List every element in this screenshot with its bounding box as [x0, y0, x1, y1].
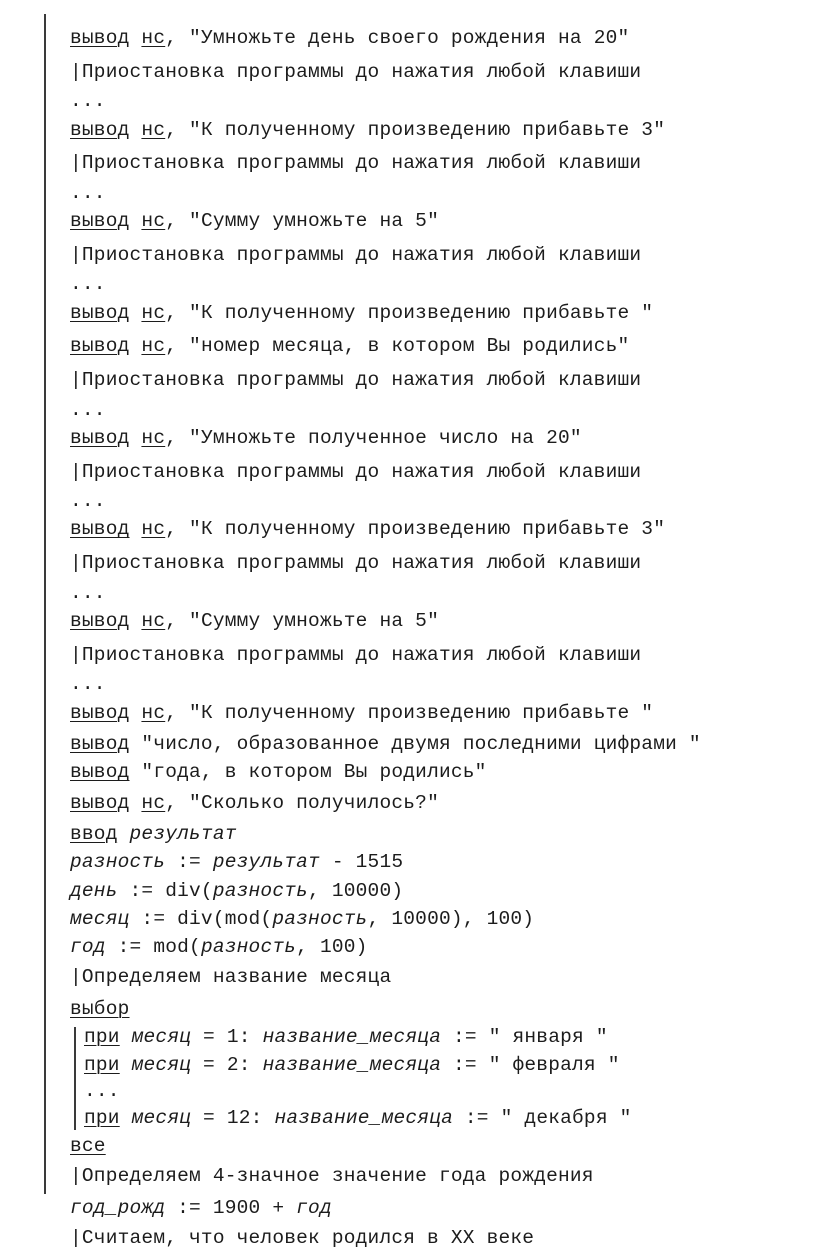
keyword: нс — [141, 210, 166, 233]
code-line — [70, 513, 810, 547]
variable: разность — [70, 851, 166, 874]
code-line — [70, 961, 810, 995]
code-text: , "Сколько получилось?" — [165, 791, 439, 814]
comment-text: |Приостановка программы до нажатия любой клавиши — [70, 60, 642, 83]
code-listing — [70, 22, 810, 1255]
margin-rule — [44, 14, 46, 1194]
ellipsis: ... — [70, 398, 106, 421]
code-line — [70, 672, 810, 696]
comment-text: |Приостановка программы до нажатия любой клавиши — [70, 152, 642, 175]
space — [120, 1107, 132, 1129]
variable: год_рожд — [70, 1196, 166, 1219]
code-text: := " января " — [441, 1025, 608, 1048]
code-text: , "Умножьте день своего рождения на 20" — [165, 27, 630, 49]
variable: результат — [212, 851, 320, 874]
code-line — [70, 56, 810, 90]
comment-text: |Считаем, что человек родился в XX веке — [70, 1226, 535, 1249]
code-text: "года, в котором Вы родились" — [129, 761, 487, 784]
code-line — [70, 730, 810, 758]
code-text: := div(mod( — [129, 907, 273, 930]
comment-text: |Приостановка программы до нажатия любой клавиши — [70, 552, 642, 575]
keyword: вывод — [70, 761, 130, 784]
keyword: нс — [141, 701, 166, 724]
code-line — [70, 1023, 810, 1051]
code-text: := mod( — [105, 935, 201, 958]
code-line — [70, 181, 810, 205]
keyword: вывод — [70, 335, 130, 358]
code-text: "число, образованное двумя последними цифрами " — [129, 733, 701, 756]
code-text: , 10000), 100) — [367, 907, 535, 930]
space — [130, 335, 142, 357]
keyword: вывод — [70, 27, 130, 49]
keyword: вывод — [70, 518, 130, 541]
variable: разность — [212, 879, 309, 902]
code-text: = 2: — [191, 1054, 263, 1077]
code-line — [70, 147, 810, 181]
keyword: нс — [141, 610, 166, 633]
code-text: , "номер месяца, в котором Вы родились" — [165, 335, 630, 358]
space — [120, 1054, 132, 1076]
variable: разность — [200, 935, 297, 958]
keyword: вывод — [70, 210, 130, 233]
space — [130, 119, 142, 141]
space — [130, 427, 142, 449]
comment-text: |Приостановка программы до нажатия любой клавиши — [70, 243, 642, 266]
variable: год — [296, 1196, 332, 1219]
code-line — [70, 1194, 810, 1222]
code-line — [70, 905, 810, 933]
space — [120, 1026, 132, 1048]
ellipsis: ... — [84, 1080, 120, 1103]
space — [130, 302, 142, 324]
code-text: , "К полученному произведению прибавьте 3" — [165, 118, 666, 141]
code-line — [70, 22, 810, 56]
variable: результат — [117, 823, 237, 846]
keyword: нс — [141, 518, 166, 541]
variable: месяц — [70, 907, 130, 930]
keyword: вывод — [70, 701, 130, 724]
code-text: = 12: — [191, 1106, 275, 1129]
code-line — [70, 489, 810, 513]
code-line — [70, 239, 810, 273]
comment-text: |Определяем 4-значное значение года рождения — [70, 1165, 594, 1188]
code-line — [70, 639, 810, 673]
code-text: := — [165, 851, 213, 874]
code-text: , "К полученному произведению прибавьте " — [165, 701, 654, 724]
code-text: , 10000) — [308, 879, 404, 902]
keyword: нс — [141, 335, 166, 358]
code-line — [70, 547, 810, 581]
keyword: нс — [141, 301, 166, 324]
code-text: - 1515 — [319, 851, 404, 874]
keyword: нс — [141, 27, 166, 49]
code-line — [70, 272, 810, 296]
space — [130, 702, 142, 724]
ellipsis: ... — [70, 90, 106, 113]
keyword: ввод — [70, 823, 118, 846]
code-line — [70, 1051, 810, 1079]
variable: название_месяца — [262, 1025, 442, 1048]
keyword: нс — [141, 118, 166, 141]
code-line — [70, 697, 810, 731]
variable: месяц — [131, 1025, 192, 1048]
comment-text: |Приостановка программы до нажатия любой клавиши — [70, 460, 642, 483]
code-text: = 1: — [191, 1025, 263, 1048]
variable: разность — [272, 907, 368, 930]
variable: месяц — [131, 1106, 192, 1129]
code-line — [70, 581, 810, 605]
code-line — [70, 933, 810, 961]
space — [130, 610, 142, 632]
code-line — [70, 297, 810, 331]
space — [130, 210, 142, 232]
ellipsis: ... — [70, 673, 106, 696]
variable: название_месяца — [274, 1106, 453, 1129]
code-text: , "Умножьте полученное число на 20" — [165, 426, 582, 449]
space — [130, 792, 142, 814]
variable: месяц — [131, 1054, 192, 1077]
keyword: вывод — [70, 118, 130, 141]
code-line — [70, 114, 810, 148]
keyword: выбор — [70, 997, 130, 1020]
keyword: вывод — [70, 791, 130, 814]
code-line — [70, 1104, 810, 1132]
keyword: вывод — [70, 426, 130, 449]
code-line — [70, 1132, 810, 1160]
comment-text: |Определяем название месяца — [70, 966, 392, 989]
comment-text: |Приостановка программы до нажатия любой клавиши — [70, 368, 642, 391]
code-text: , "К полученному произведению прибавьте 3" — [165, 518, 666, 541]
code-text: := " февраля " — [441, 1054, 620, 1077]
code-line — [70, 364, 810, 398]
code-line — [70, 1160, 810, 1194]
code-text: := " декабря " — [453, 1106, 632, 1129]
keyword: при — [84, 1106, 120, 1129]
space — [130, 27, 142, 49]
variable: название_месяца — [262, 1054, 442, 1077]
code-line — [70, 205, 810, 239]
keyword: при — [84, 1025, 120, 1048]
variable: год — [70, 935, 106, 958]
code-line — [70, 848, 810, 876]
keyword: нс — [141, 791, 166, 814]
keyword: при — [84, 1054, 120, 1077]
code-line — [70, 1222, 810, 1255]
code-text: , "К полученному произведению прибавьте " — [165, 301, 654, 324]
ellipsis: ... — [70, 581, 106, 604]
code-line — [70, 605, 810, 639]
code-line — [70, 877, 810, 905]
code-line — [70, 456, 810, 490]
keyword: вывод — [70, 301, 130, 324]
ellipsis: ... — [70, 181, 106, 204]
keyword: нс — [141, 426, 166, 449]
code-line — [70, 758, 810, 786]
comment-text: |Приостановка программы до нажатия любой клавиши — [70, 643, 642, 666]
code-line — [70, 1079, 810, 1103]
keyword: вывод — [70, 733, 130, 756]
code-line — [70, 422, 810, 456]
code-line — [70, 89, 810, 113]
branch-rule — [74, 1027, 76, 1130]
ellipsis: ... — [70, 273, 106, 296]
code-line — [70, 995, 810, 1023]
keyword: все — [70, 1134, 106, 1157]
keyword: вывод — [70, 610, 130, 633]
code-text: , "Сумму умножьте на 5" — [165, 610, 439, 633]
code-line — [70, 398, 810, 422]
variable: день — [70, 879, 118, 902]
code-line — [70, 330, 810, 364]
code-line — [70, 787, 810, 821]
code-text: := div( — [117, 879, 213, 902]
code-line — [70, 820, 810, 848]
code-text: , 100) — [296, 935, 368, 958]
code-text: := 1900 + — [165, 1196, 297, 1219]
code-text: , "Сумму умножьте на 5" — [165, 210, 439, 233]
ellipsis: ... — [70, 490, 106, 513]
space — [130, 518, 142, 540]
